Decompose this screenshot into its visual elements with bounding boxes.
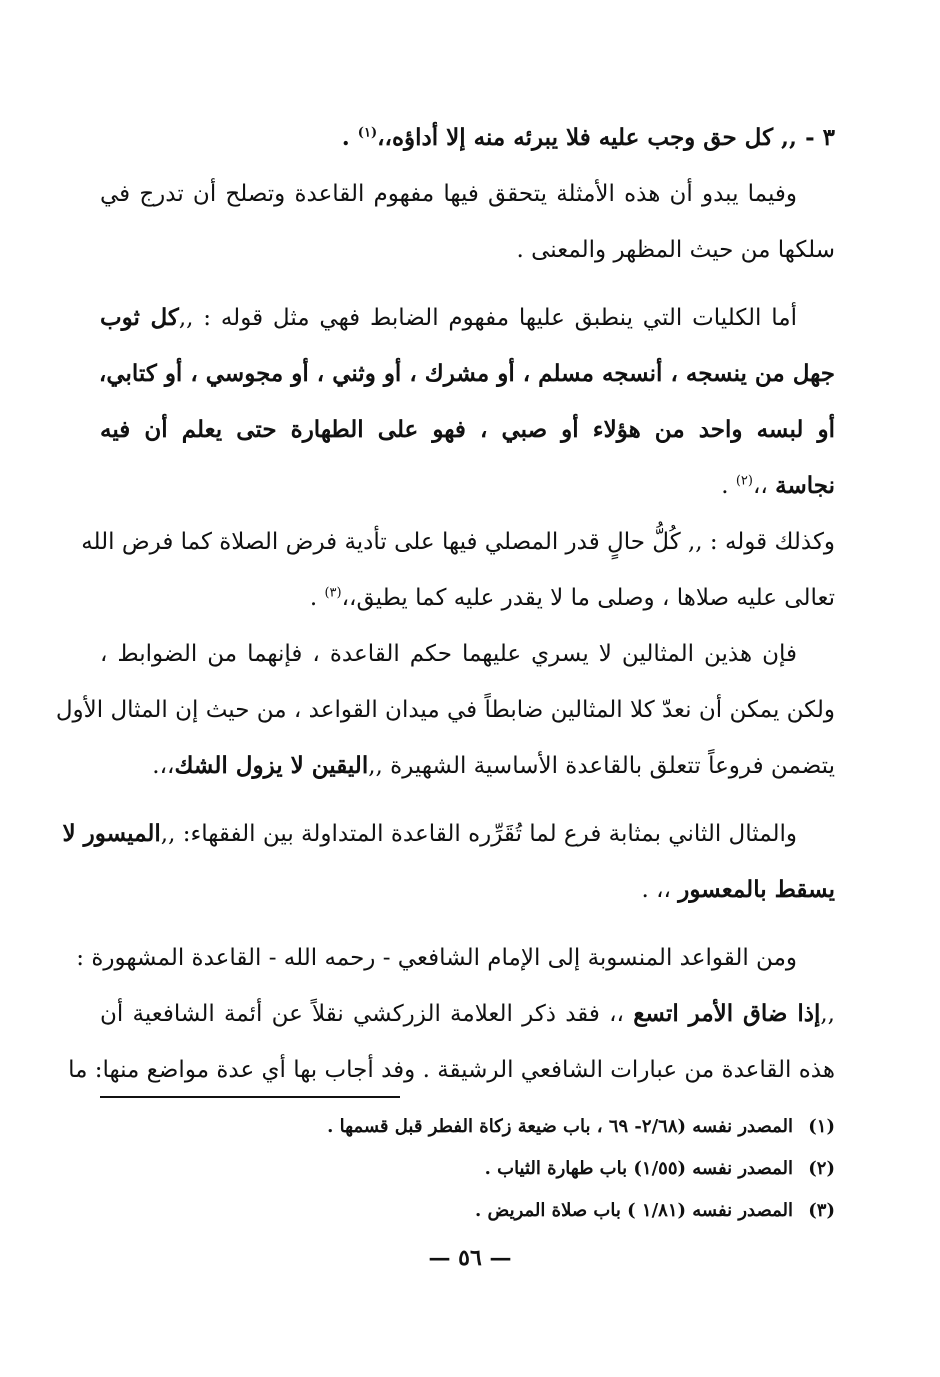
footnote-number: (٣): [808, 1200, 835, 1221]
footnote-2: [100, 1148, 835, 1190]
footnote-separator: [100, 1096, 400, 1098]
footnotes: [100, 1106, 835, 1232]
paragraph-text: وكذلك قوله : ,, كُلُّ حالٍ قدر المصلي فيها على تأدية فرض الصلاة كما فرض الله: [81, 529, 835, 555]
quote-text: جهل من ينسجه ، أنسجه مسلم ، أو مشرك ، أو وثني ، أو مجوسي ، أو كتابي،: [98, 360, 835, 387]
footnote-3: [100, 1190, 835, 1232]
paragraph-line: [81, 514, 835, 570]
footnote-number: (٢): [808, 1158, 835, 1179]
period: .: [309, 585, 325, 611]
paragraph-line: [68, 1042, 835, 1098]
footnote-text: المصدر نفسه (١/٨١ ) باب صلاة المريض .: [475, 1200, 793, 1221]
main-text: [55, 110, 835, 1098]
maxim-text: اليقين لا يزول الشك: [174, 752, 369, 779]
paragraph-line: [100, 222, 835, 278]
paragraph-line: [100, 862, 835, 918]
paragraph-line: [100, 738, 835, 794]
maxim-text: يسقط بالمعسور: [678, 876, 835, 903]
quote-line: [100, 458, 835, 514]
period: .: [341, 124, 358, 151]
quote-line: [100, 346, 835, 402]
paragraph-text: والمثال الثاني بمثابة فرع لما تُقَرِّره القاعدة المتداولة بين الفقهاء: ,,: [160, 821, 797, 847]
footnote-ref-2: (٢): [735, 473, 753, 489]
paragraph-text: تعالى عليه صلاها ، وصلى ما لا يقدر عليه كما يطيق،،: [341, 585, 835, 611]
footnote-1: [100, 1106, 835, 1148]
paragraph-line: [62, 806, 835, 862]
quote-mark: ،،: [752, 473, 776, 499]
quote-text: نجاسة: [775, 472, 835, 499]
paragraph-text: ولكن يمكن أن نعدّ كلا المثالين ضابطاً في ميدان القواعد ، من حيث إن المثال الأول: [55, 697, 835, 723]
paragraph-line: [55, 682, 835, 738]
paragraph-line: [100, 570, 835, 626]
quote-text: أو لبسه واحد من هؤلاء أو صبي ، فهو على الطهارة حتى يعلم أن فيه: [100, 416, 835, 443]
footnote-ref-3: (٣): [324, 585, 342, 601]
paragraph-text: ،، فقد ذكر العلامة الزركشي نقلاً عن أئمة الشافعية أن: [100, 1001, 634, 1027]
paragraph-text: وفيما يبدو أن هذه الأمثلة يتحقق فيها مفهوم القاعدة وتصلح أن تدرج في: [100, 181, 797, 207]
paragraph-text: أما الكليات التي ينطبق عليها مفهوم الضابط فهي مثل قوله : ,,: [178, 305, 797, 331]
paragraph-line: [76, 930, 835, 986]
quote-text: كل ثوب: [100, 304, 179, 331]
paragraph-line: [100, 290, 835, 346]
page-number: — ٥٦ —: [428, 1245, 512, 1271]
paragraph-line: [100, 626, 835, 682]
paragraph-text: هذه القاعدة من عبارات الشافعي الرشيقة . وفد أجاب بها أي عدة مواضع منها: ما: [68, 1057, 835, 1083]
footnote-number: (١): [808, 1116, 835, 1137]
maxim-text: الميسور لا: [62, 820, 161, 847]
example-3-line: [100, 110, 835, 166]
paragraph-text: فإن هذين المثالين لا يسري عليهما حكم القاعدة ، فإنهما من الضوابط ،: [100, 641, 797, 667]
paragraph-line: [100, 986, 835, 1042]
paragraph-text: سلكها من حيث المظهر والمعنى .: [516, 237, 835, 263]
example-3-text: ٣ - ,, كل حق وجب عليه فلا يبرئه منه إلا أداؤه،،: [377, 124, 835, 151]
maxim-text: إذا ضاق الأمر اتسع: [633, 1000, 821, 1027]
footnote-text: المصدر نفسه (٢/٦٨- ٦٩ ، باب ضيعة زكاة الفطر قبل قسمها .: [327, 1116, 793, 1137]
paragraph-line: [100, 166, 835, 222]
paragraph-text: ومن القواعد المنسوبة إلى الإمام الشافعي - رحمه الله - القاعدة المشهورة :: [76, 945, 797, 971]
quote-mark: ,,: [820, 1001, 835, 1027]
quote-mark: ،،.: [152, 753, 175, 779]
paragraph-text: يتضمن فروعاً تتعلق بالقاعدة الأساسية الشهيرة ,,: [368, 753, 835, 779]
footnote-ref-1: (١): [357, 125, 378, 141]
quote-line: [100, 402, 835, 458]
period: .: [721, 473, 736, 499]
footnote-text: المصدر نفسه (١/٥٥) باب طهارة الثياب .: [484, 1158, 793, 1179]
quote-mark: ،، .: [641, 877, 679, 903]
